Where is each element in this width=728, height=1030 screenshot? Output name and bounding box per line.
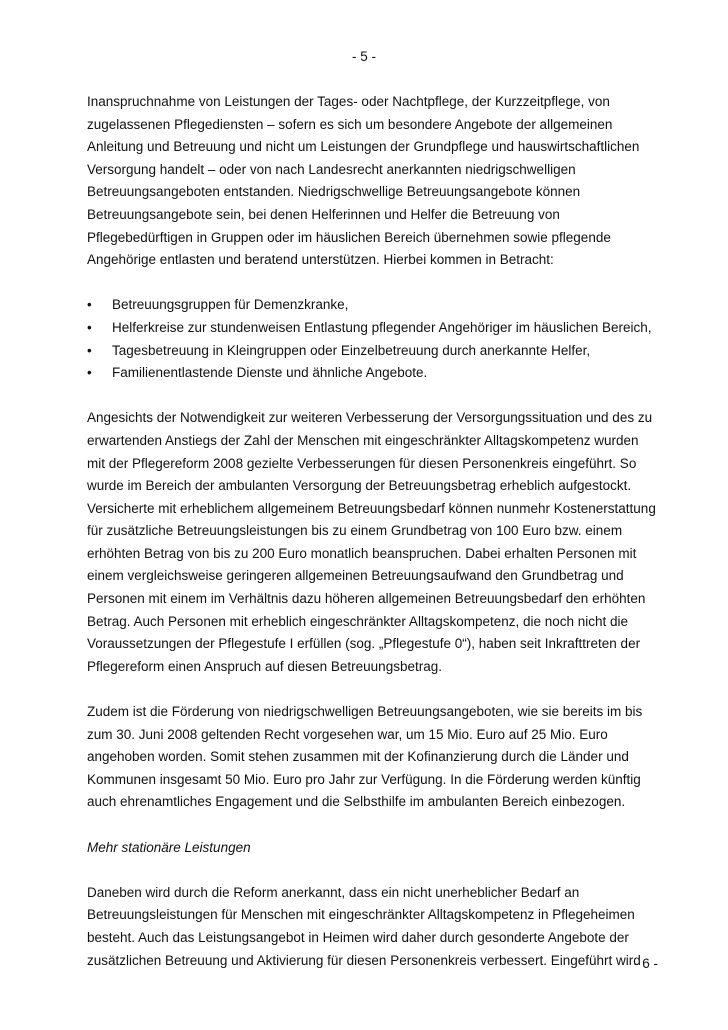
text-line: erhöhten Betrag von bis zu 200 Euro monatlich beanspruchen. Dabei erhalten Personen mit (87, 545, 637, 561)
text-line: Betrag. Auch Personen mit erheblich eingeschränkter Alltagskompetenz, die noch nicht die (87, 613, 629, 629)
text-line: Inanspruchnahme von Leistungen der Tages- oder Nachtpflege, der Kurzzeitpflege, von (87, 94, 610, 109)
paragraph-betreuungsbetrag (87, 407, 667, 678)
text-line: wurde im Bereich der ambulanten Versorgung der Betreuungsbetrag erheblich aufgestockt. (87, 478, 632, 494)
section-subheading: Mehr stationäre Leistungen (87, 839, 251, 855)
text-line: angehoben worden. Somit stehen zusammen mit der Kofinanzierung durch die Länder und (87, 749, 629, 765)
text-line: erwartenden Anstiegs der Zahl der Menschen mit eingeschränkter Alltagskompetenz wurden (87, 432, 639, 448)
text-line: Daneben wird durch die Reform anerkannt, dass ein nicht unerheblicher Bedarf an (87, 884, 580, 900)
paragraph-spacer (87, 678, 667, 701)
text-line: Kommunen insgesamt 50 Mio. Euro pro Jahr zur Verfügung. In die Förderung werden künftig (87, 771, 641, 787)
page-number-bottom: - 6 - (633, 956, 658, 971)
text-line: für zusätzliche Betreuungsleistungen bis zu einem Grundbetrag von 100 Euro bzw. einem (87, 523, 623, 539)
text-line: besteht. Auch das Leistungsangebot in Heimen wird daher durch gesonderte Angebote der (87, 929, 629, 945)
text-line: Anleitung und Betreuung und nicht um Leistungen der Grundpflege und hauswirtschaftlichen (87, 139, 640, 155)
page-number-top: - 5 - (351, 49, 376, 64)
paragraph-stationaer (87, 882, 667, 972)
text-line: Voraussetzungen der Pflegestufe I erfüllen (sog. „Pflegestufe 0“), haben seit Inkrafttreten der (87, 636, 641, 652)
text-line: Pflegebedürftigen in Gruppen oder im häuslichen Bereich übernehmen sowie pflegende (87, 229, 611, 245)
bullet-item: • Helferkreise zur stundenweisen Entlastung pflegender Angehöriger im häuslichen Bereich, (87, 317, 667, 340)
paragraph-intro (87, 91, 667, 272)
text-line: auch ehrenamtliches Engagement und die Selbsthilfe im ambulanten Bereich einbezogen. (87, 794, 626, 810)
text-line: Betreuungsangebote sein, bei denen Helferinnen und Helfer die Betreuung von (87, 206, 560, 222)
paragraph-foerderung (87, 701, 667, 814)
text-line: mit der Pflegereform 2008 gezielte Verbesserungen für diesen Personenkreis eingeführt. So (87, 455, 637, 471)
text-line: einem vergleichsweise geringeren allgemeinen Betreuungsaufwand den Grundbetrag und (87, 568, 624, 584)
bullet-item: • Betreuungsgruppen für Demenzkranke, (87, 294, 667, 317)
text-line: Versicherte mit erheblichem allgemeinem Betreuungsbedarf können nunmehr Kostenerstattung (87, 500, 656, 516)
text-line: Betreuungsleistungen für Menschen mit eingeschränkter Alltagskompetenz in Pflegeheimen (87, 907, 635, 923)
text-line: Zudem ist die Förderung von niedrigschwelligen Betreuungsangeboten, wie sie bereits im bis (87, 704, 643, 720)
text-line: zugelassenen Pflegediensten – sofern es sich um besondere Angebote der allgemeinen (87, 116, 613, 132)
bullet-item: • Familienentlastende Dienste und ähnliche Angebote. (87, 362, 667, 385)
text-line: Pflegereform einen Anspruch auf diesen Betreuungsbetrag. (87, 658, 442, 674)
text-line: zum 30. Juni 2008 geltenden Recht vorgesehen war, um 15 Mio. Euro auf 25 Mio. Euro (87, 726, 608, 742)
paragraph-spacer (87, 272, 667, 295)
paragraph-spacer (87, 859, 667, 882)
text-line: zusätzlichen Betreuung und Aktivierung für diesen Personenkreis verbessert. Eingeführt wird (87, 952, 641, 968)
text-line: Versorgung handelt – oder von nach Landesrecht anerkannten niedrigschwelligen (87, 161, 576, 177)
text-line: Angesichts der Notwendigkeit zur weiteren Verbesserung der Versorgungssituation und des zu (87, 410, 653, 426)
paragraph-spacer (87, 814, 667, 837)
bullet-list (87, 294, 667, 384)
text-line: Angehörige entlasten und beratend unterstützen. Hierbei kommen in Betracht: (87, 252, 554, 268)
bullet-item: • Tagesbetreuung in Kleingruppen oder Einzelbetreuung durch anerkannte Helfer, (87, 340, 667, 363)
document-body (87, 91, 667, 972)
text-line: Personen mit einem im Verhältnis dazu höheren allgemeinen Betreuungsbedarf den erhöhten (87, 591, 646, 607)
text-line: Betreuungsangeboten entstanden. Niedrigschwellige Betreuungsangebote können (87, 184, 581, 200)
paragraph-spacer (87, 385, 667, 408)
